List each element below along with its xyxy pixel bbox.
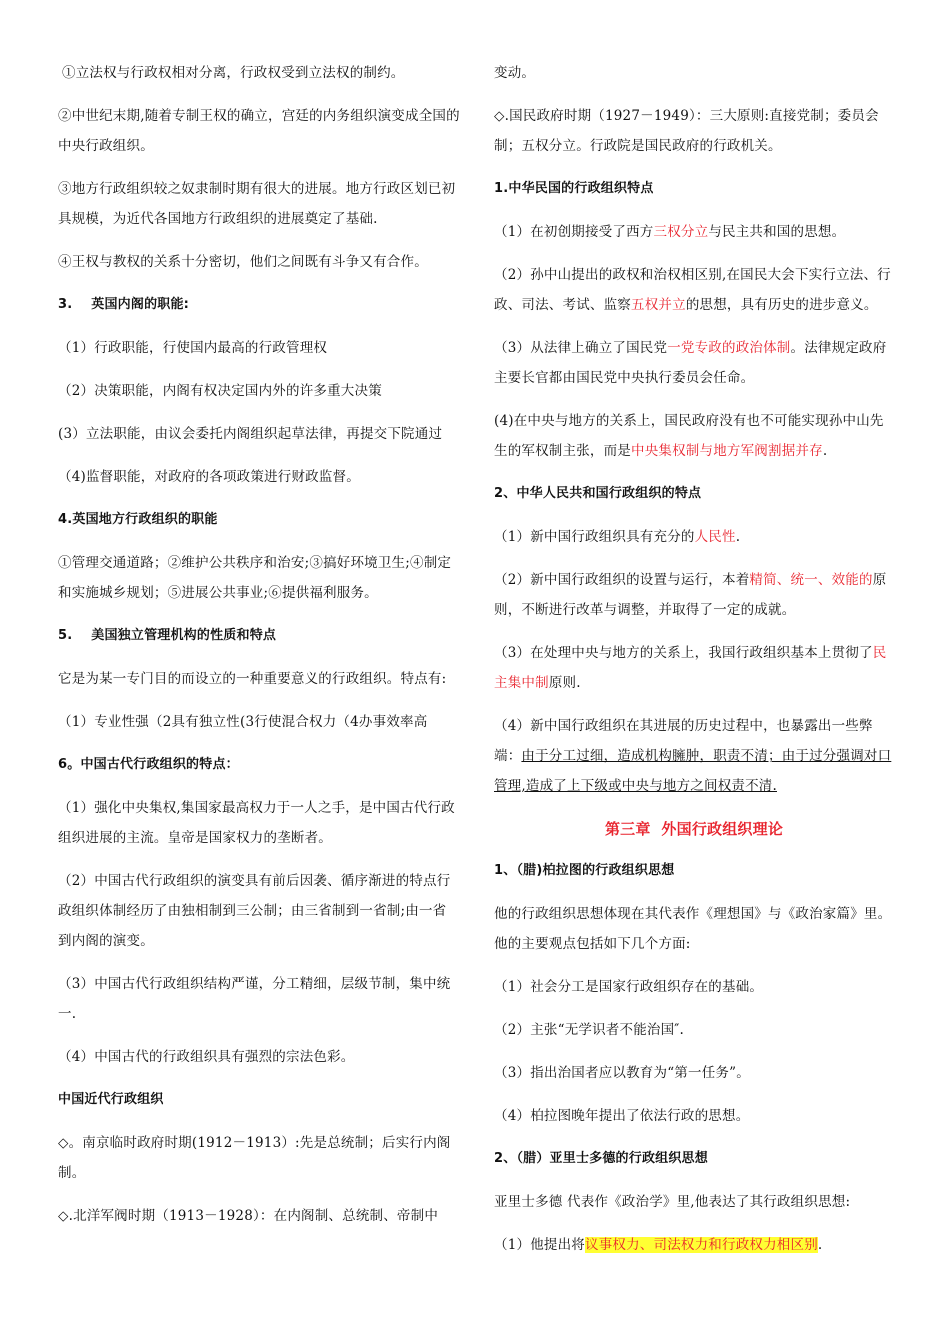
paragraph: （2）中国古代行政组织的演变具有前后因袭、循序渐进的特点行政组织体制经历了由独相制到三公制；由三省制到一省制;由一省到内阁的演变。 xyxy=(58,873,451,949)
text: 原则，不断进行改革与调整，并取得了一定的成就。 xyxy=(494,572,887,618)
emphasis-text: 精简、统一、效能的 xyxy=(749,572,873,588)
text: （3）在处理中央与地方的关系上，我国行政组织基本上贯彻了 xyxy=(494,645,873,661)
emphasis-text: 人民性 xyxy=(694,529,736,545)
emphasis-text: 一党专政的政治体制 xyxy=(667,340,791,356)
left-column xyxy=(58,58,460,1244)
paragraph xyxy=(494,711,894,801)
paragraph xyxy=(494,1230,894,1260)
paragraph: （3）中国古代行政组织结构严谨，分工精细，层级节制，集中统一. xyxy=(58,976,451,1022)
chapter-title: 第三章 外国行政组织理论 xyxy=(604,820,784,838)
text: 的思想，具有历史的进步意义。 xyxy=(685,297,878,313)
text: （1）在初创期接受了西方 xyxy=(494,224,654,240)
paragraph: （1）专业性强（2具有独立性(3行使混合权力（4办事效率高 xyxy=(58,714,428,730)
highlighted-text: 议事权力、司法权力和行政权力相区别 xyxy=(585,1237,818,1253)
text: （2）新中国行政组织的设置与运行，本着 xyxy=(494,572,750,588)
paragraph xyxy=(494,522,894,552)
text: （3）从法律上确立了国民党 xyxy=(494,340,668,356)
underlined-text: 由于分工过细，造成机构臃肿，职责不清；由于过分强调对口管理,造成了上下级或中央与地方之间权责不清. xyxy=(494,748,892,794)
section-heading: 1.中华民国的行政组织特点 xyxy=(494,181,654,196)
paragraph: ②中世纪末期,随着专制王权的确立，宫廷的内务组织演变成全国的中央行政组织。 xyxy=(58,108,460,154)
paragraph: ①管理交通道路；②维护公共秩序和治安;③搞好环境卫生;④制定和实施城乡规划；⑤进展公共事业;⑥提供福利服务。 xyxy=(58,555,452,601)
paragraph: ④王权与教权的关系十分密切，他们之间既有斗争又有合作。 xyxy=(58,254,428,270)
text: 。法律规定政府主要长官都由国民党中央执行委员会任命。 xyxy=(494,340,887,386)
paragraph: （1）社会分工是国家行政组织存在的基础。 xyxy=(494,979,764,995)
paragraph: （3）指出治国者应以教育为“第一任务”。 xyxy=(494,1065,750,1081)
emphasis-text: 民主集中制 xyxy=(494,645,887,691)
paragraph: (3）立法职能，由议会委托内阁组织起草法律，再提交下院通过 xyxy=(58,426,443,442)
paragraph xyxy=(494,638,894,698)
text: （2）孙中山提出的政权和治权相区别,在国民大会下实行立法、行政、司法、考试、监察 xyxy=(494,267,891,313)
section-heading: 4.英国地方行政组织的职能 xyxy=(58,512,218,527)
text: 原则. xyxy=(548,675,581,691)
text: （4）新中国行政组织在其进展的历史过程中，也暴露出一些弊端： xyxy=(494,718,873,764)
emphasis-text: 三权分立 xyxy=(653,224,709,240)
text: (4)在中央与地方的关系上，国民政府没有也不可能实现孙中山先生的军权制主张，而是 xyxy=(494,413,884,459)
paragraph: （2）决策职能，内阁有权决定国内外的许多重大决策 xyxy=(58,383,382,399)
paragraph xyxy=(494,406,894,466)
paragraph: 它是为某一专门目的而设立的一种重要意义的行政组织。特点有: xyxy=(58,671,447,687)
paragraph: （4）中国古代的行政组织具有强烈的宗法色彩。 xyxy=(58,1049,355,1065)
paragraph: （1）行政职能，行使国内最高的行政管理权 xyxy=(58,340,328,356)
paragraph: （4)监督职能，对政府的各项政策进行财政监督。 xyxy=(58,469,360,485)
section-heading: 中国近代行政组织 xyxy=(58,1092,164,1107)
right-column xyxy=(494,58,894,1273)
text: （1）他提出将 xyxy=(494,1237,585,1253)
paragraph: （2）主张“无学识者不能治国″. xyxy=(494,1022,685,1038)
section-heading: 6。中国古代行政组织的特点： xyxy=(58,757,239,772)
paragraph: 亚里士多德 代表作《政治学》里,他表达了其行政组织思想: xyxy=(494,1194,851,1210)
paragraph: ◇。南京临时政府时期(1912－1913）:先是总统制；后实行内阁制。 xyxy=(58,1135,451,1181)
paragraph: （1）强化中央集权,集国家最高权力于一人之手，是中国古代行政组织进展的主流。皇帝是国家权力的垄断者。 xyxy=(58,800,455,846)
paragraph: 他的行政组织思想体现在其代表作《理想国》与《政治家篇》里。他的主要观点包括如下几个方面: xyxy=(494,906,892,952)
paragraph xyxy=(494,333,894,393)
text: . xyxy=(822,443,828,459)
emphasis-text: 中央集权制与地方军阀割据并存 xyxy=(631,443,823,459)
paragraph: ①立法权与行政权相对分离，行政权受到立法权的制约。 xyxy=(62,65,405,81)
paragraph xyxy=(494,260,894,320)
section-heading: 5. 美国独立管理机构的性质和特点 xyxy=(58,628,277,643)
text: 与民主共和国的思想。 xyxy=(708,224,846,240)
paragraph: （4）柏拉图晚年提出了依法行政的思想。 xyxy=(494,1108,750,1124)
paragraph xyxy=(494,217,894,247)
paragraph xyxy=(494,565,894,625)
section-heading: 2、（腊）亚里士多德的行政组织思想 xyxy=(494,1151,708,1166)
paragraph: 变动。 xyxy=(494,65,536,81)
section-heading: 3. 英国内阁的职能: xyxy=(58,297,190,312)
text: . xyxy=(735,529,741,545)
paragraph: ◇.国民政府时期（1927－1949）：三大原则:直接党制；委员会制；五权分立。行政院是国民政府的行政机关。 xyxy=(494,108,879,154)
section-heading: 1、（腊)柏拉图的行政组织思想 xyxy=(494,863,675,878)
paragraph: ◇.北洋军阀时期（1913－1928）：在内阁制、总统制、帝制中 xyxy=(58,1208,439,1224)
text: （1）新中国行政组织具有充分的 xyxy=(494,529,695,545)
emphasis-text: 五权并立 xyxy=(631,297,686,313)
paragraph: ③地方行政组织较之奴隶制时期有很大的进展。地方行政区划已初具规模，为近代各国地方行政组织的进展奠定了基础. xyxy=(58,181,456,227)
text: . xyxy=(817,1237,823,1253)
section-heading: 2、中华人民共和国行政组织的特点 xyxy=(494,486,702,501)
